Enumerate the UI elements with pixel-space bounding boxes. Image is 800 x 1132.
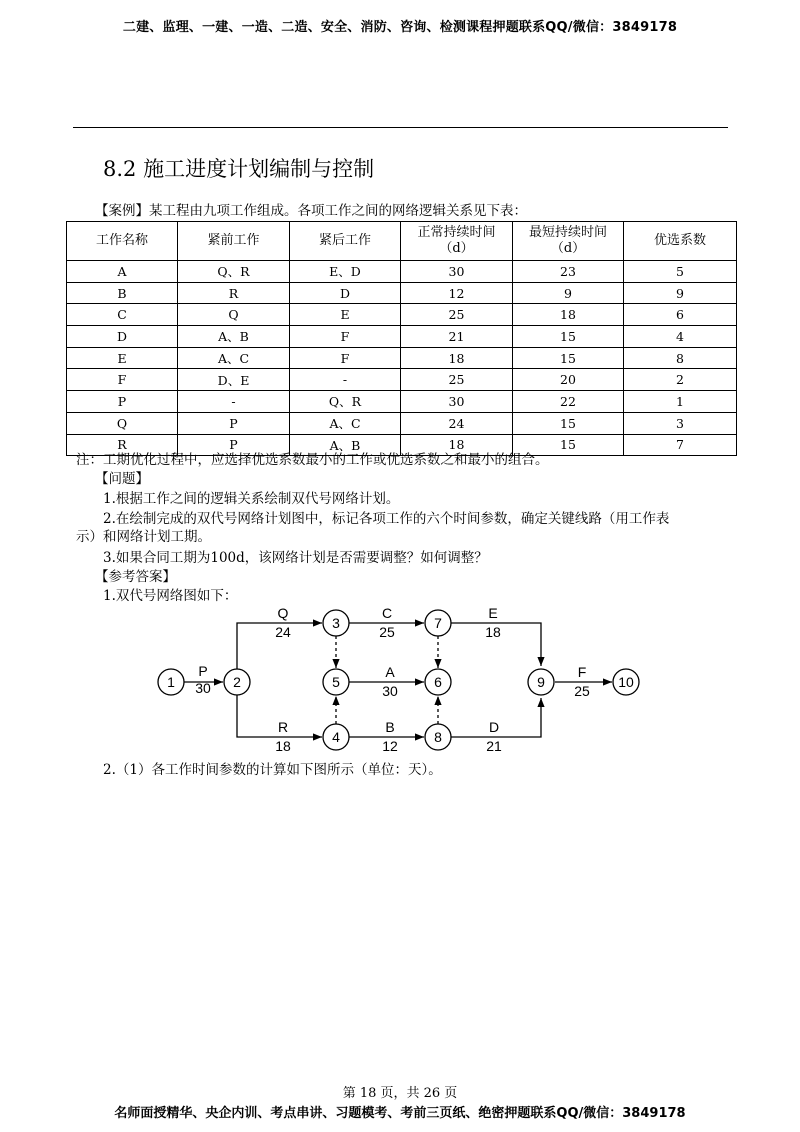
question-3: 3.如果合同工期为100d，该网络计划是否需要调整？如何调整？ bbox=[103, 550, 488, 566]
activity-P-name: P bbox=[198, 663, 208, 679]
logic-relation-table bbox=[66, 221, 737, 456]
network-diagram bbox=[0, 600, 800, 760]
node-5-label: 5 bbox=[332, 674, 340, 690]
activity-F-duration: 25 bbox=[574, 683, 590, 699]
node-3-label: 3 bbox=[332, 615, 340, 631]
activity-D-duration: 21 bbox=[486, 738, 502, 754]
table-cell: 15 bbox=[513, 412, 624, 434]
table-cell: B bbox=[67, 282, 178, 304]
activity-R-name: R bbox=[277, 719, 289, 735]
table-cell: 15 bbox=[513, 434, 624, 456]
table-cell: 1 bbox=[624, 391, 737, 413]
table-cell: 5 bbox=[624, 261, 737, 283]
case-intro: 【案例】某工程由九项工作组成。各项工作之间的网络逻辑关系见下表： bbox=[95, 203, 527, 219]
activity-C-name: C bbox=[381, 605, 393, 621]
table-cell: 4 bbox=[624, 326, 737, 348]
answer-label: 【参考答案】 bbox=[95, 569, 176, 585]
page-footer: 名师面授精华、央企内训、考点串讲、习题模考、考前三页纸、绝密押题联系QQ/微信：3849178 bbox=[114, 1106, 686, 1121]
activity-R-duration: 18 bbox=[275, 738, 291, 754]
table-row bbox=[67, 347, 737, 369]
page-number: 第 18 页，共 26 页 bbox=[342, 1086, 458, 1101]
table-header-row bbox=[67, 222, 737, 261]
table-cell: 7 bbox=[624, 434, 737, 456]
node-4-label: 4 bbox=[332, 729, 340, 745]
activity-E-duration: 18 bbox=[485, 624, 501, 640]
table-cell: 9 bbox=[513, 282, 624, 304]
table-cell: A、C bbox=[178, 347, 290, 369]
activity-B-name: B bbox=[385, 719, 395, 735]
table-cell: 6 bbox=[624, 304, 737, 326]
activity-D-name: D bbox=[488, 719, 500, 735]
table-cell: C bbox=[67, 304, 178, 326]
table-cell: 18 bbox=[401, 434, 513, 456]
question-2-line-1: 2.在绘制完成的双代号网络计划图中，标记各项工作的六个时间参数，确定关键线路（用工作表 bbox=[103, 511, 670, 527]
table-row bbox=[67, 282, 737, 304]
table-cell: - bbox=[178, 391, 290, 413]
table-cell: R bbox=[67, 434, 178, 456]
activity-E-name: E bbox=[488, 605, 498, 621]
table-cell: 2 bbox=[624, 369, 737, 391]
col-header-successor: 紧后工作 bbox=[290, 222, 401, 261]
table-cell: Q、R bbox=[290, 391, 401, 413]
col-header-normal-duration: 正常持续时间 （d） bbox=[401, 222, 513, 261]
table-cell: F bbox=[290, 347, 401, 369]
table-cell: F bbox=[290, 326, 401, 348]
activity-P-duration: 30 bbox=[195, 680, 211, 696]
table-cell: 9 bbox=[624, 282, 737, 304]
table-row bbox=[67, 326, 737, 348]
node-2-label: 2 bbox=[233, 674, 241, 690]
activity-F-name: F bbox=[577, 664, 587, 680]
table-cell: 23 bbox=[513, 261, 624, 283]
table-cell: - bbox=[290, 369, 401, 391]
section-title: 8.2 施工进度计划编制与控制 bbox=[103, 157, 375, 181]
table-cell: D bbox=[67, 326, 178, 348]
table-cell: E bbox=[290, 304, 401, 326]
col-header-work-name: 工作名称 bbox=[67, 222, 178, 261]
table-cell: Q bbox=[178, 304, 290, 326]
col-header-shortest-duration: 最短持续时间 （d） bbox=[513, 222, 624, 261]
table-cell: P bbox=[67, 391, 178, 413]
table-cell: A、C bbox=[290, 412, 401, 434]
table-cell: D、E bbox=[178, 369, 290, 391]
table-cell: 15 bbox=[513, 326, 624, 348]
table-cell: P bbox=[178, 434, 290, 456]
table-cell: F bbox=[67, 369, 178, 391]
table-cell: 25 bbox=[401, 369, 513, 391]
node-9-label: 9 bbox=[537, 674, 545, 690]
activity-Q-duration: 24 bbox=[275, 624, 291, 640]
table-cell: Q、R bbox=[178, 261, 290, 283]
table-cell: A bbox=[67, 261, 178, 283]
questions-label: 【问题】 bbox=[95, 471, 149, 487]
question-1: 1.根据工作之间的逻辑关系绘制双代号网络计划。 bbox=[103, 491, 400, 507]
table-cell: 18 bbox=[513, 304, 624, 326]
activity-B-duration: 12 bbox=[382, 738, 398, 754]
table-cell: A、B bbox=[178, 326, 290, 348]
table-note: 注：工期优化过程中，应选择优选系数最小的工作或优选系数之和最小的组合。 bbox=[76, 452, 549, 468]
col-header-priority: 优选系数 bbox=[624, 222, 737, 261]
table-cell: 30 bbox=[401, 261, 513, 283]
table-cell: 15 bbox=[513, 347, 624, 369]
table-cell: 3 bbox=[624, 412, 737, 434]
table-cell: 30 bbox=[401, 391, 513, 413]
node-10-label: 10 bbox=[618, 674, 634, 690]
table-row bbox=[67, 391, 737, 413]
header-divider bbox=[73, 127, 728, 128]
table-cell: 25 bbox=[401, 304, 513, 326]
table-cell: E bbox=[67, 347, 178, 369]
table-row bbox=[67, 261, 737, 283]
table-row bbox=[67, 304, 737, 326]
answer-1: 1.双代号网络图如下： bbox=[103, 588, 238, 604]
activity-Q-name: Q bbox=[277, 605, 289, 621]
node-6-label: 6 bbox=[434, 674, 442, 690]
table-cell: Q bbox=[67, 412, 178, 434]
page-header: 二建、监理、一建、一造、二造、安全、消防、咨询、检测课程押题联系QQ/微信：3849178 bbox=[122, 20, 678, 35]
table-cell: E、D bbox=[290, 261, 401, 283]
table-cell: 20 bbox=[513, 369, 624, 391]
table-cell: R bbox=[178, 282, 290, 304]
table-cell: 21 bbox=[401, 326, 513, 348]
col-header-predecessor: 紧前工作 bbox=[178, 222, 290, 261]
table-cell: 8 bbox=[624, 347, 737, 369]
table-cell: 12 bbox=[401, 282, 513, 304]
node-8-label: 8 bbox=[434, 729, 442, 745]
node-7-label: 7 bbox=[434, 615, 442, 631]
node-1-label: 1 bbox=[167, 674, 175, 690]
activity-A-duration: 30 bbox=[382, 683, 398, 699]
table-cell: 22 bbox=[513, 391, 624, 413]
table-row bbox=[67, 369, 737, 391]
table-cell: 18 bbox=[401, 347, 513, 369]
table-cell: A、B bbox=[290, 434, 401, 456]
table-row bbox=[67, 412, 737, 434]
activity-A-name: A bbox=[385, 664, 395, 680]
answer-2: 2.（1）各工作时间参数的计算如下图所示（单位：天）。 bbox=[103, 762, 442, 778]
table-cell: P bbox=[178, 412, 290, 434]
activity-C-duration: 25 bbox=[379, 624, 395, 640]
question-2-line-2: 示）和网络计划工期。 bbox=[76, 529, 211, 545]
table-cell: D bbox=[290, 282, 401, 304]
table-cell: 24 bbox=[401, 412, 513, 434]
